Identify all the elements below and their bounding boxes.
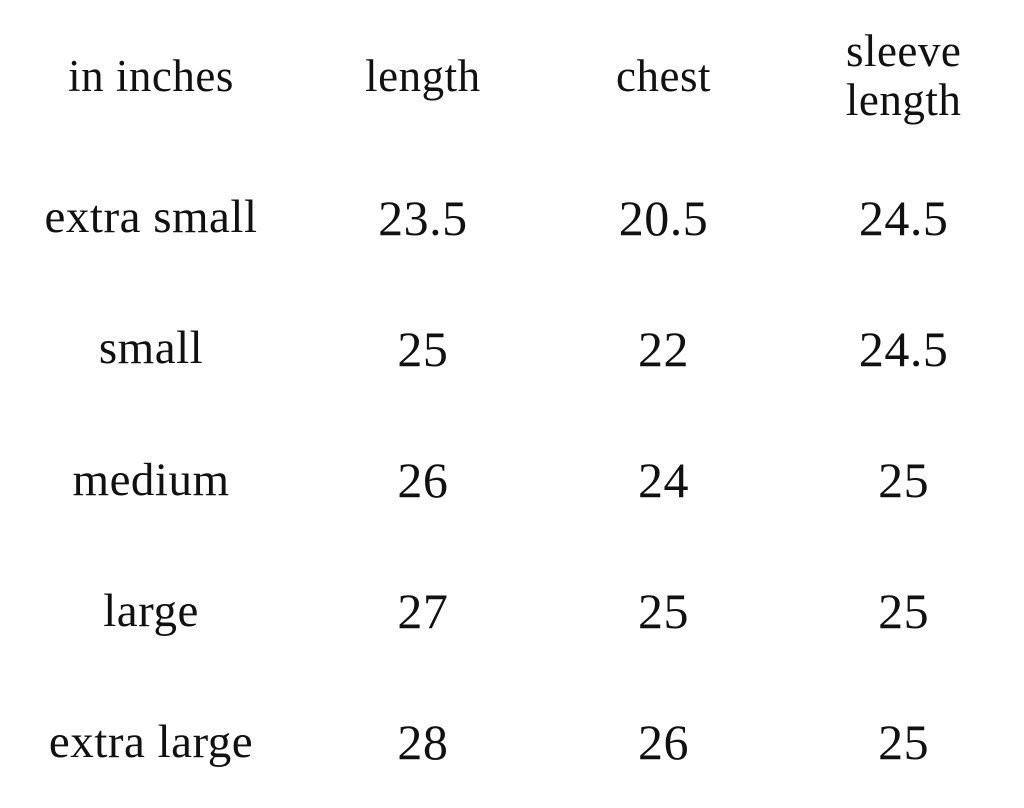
chest-value: 24 <box>638 452 690 508</box>
table-row-extra-small <box>0 152 1024 283</box>
chest-value: 26 <box>638 714 690 771</box>
column-header-sleeve-length: sleeve length <box>845 26 962 125</box>
table-row-small <box>0 283 1024 414</box>
table-row-medium <box>0 414 1024 545</box>
size-label: extra large <box>48 716 254 769</box>
size-label: extra small <box>44 191 258 244</box>
size-label: medium <box>72 453 230 506</box>
size-label: large <box>103 584 199 637</box>
table-row-extra-large <box>0 677 1024 808</box>
sleeve-length-value: 25 <box>878 452 930 508</box>
length-value: 23.5 <box>378 189 468 246</box>
table-row-large <box>0 546 1024 677</box>
size-label: small <box>98 322 204 375</box>
length-value: 27 <box>397 583 449 640</box>
table-header-row <box>0 0 1024 152</box>
length-value: 25 <box>397 320 449 377</box>
length-value: 26 <box>397 452 449 508</box>
sleeve-length-value: 25 <box>878 714 930 771</box>
chest-value: 20.5 <box>618 189 709 246</box>
column-header-chest: chest <box>616 50 712 101</box>
length-value: 28 <box>397 714 449 771</box>
column-header-length: length <box>365 50 481 101</box>
chest-value: 22 <box>638 320 690 377</box>
chest-value: 25 <box>638 583 690 640</box>
sleeve-length-value: 24.5 <box>858 189 949 246</box>
column-header-unit: in inches <box>68 50 234 101</box>
sleeve-length-value: 24.5 <box>858 320 949 377</box>
sleeve-length-value: 25 <box>878 583 930 640</box>
